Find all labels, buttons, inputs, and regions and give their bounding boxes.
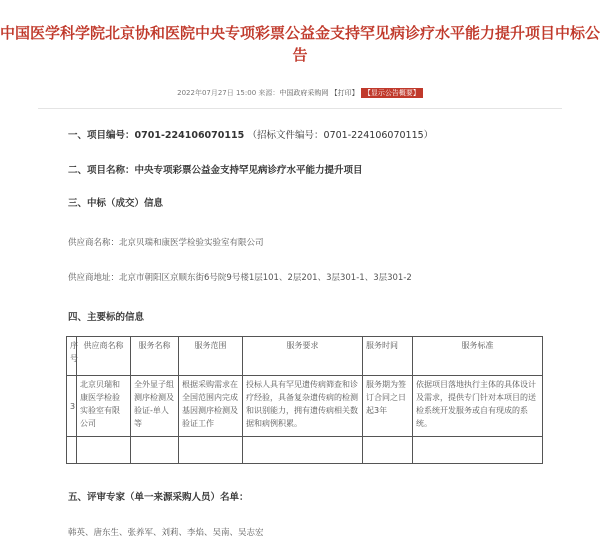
header-scope: 服务范围 xyxy=(179,337,243,376)
divider xyxy=(38,108,562,109)
project-number-label: 一、项目编号： xyxy=(68,130,135,141)
supplier-address: 供应商地址：北京市朝阳区京顺东街6号院9号楼1层101、2层201、3层301-1、3层301-2 xyxy=(68,273,412,283)
publish-datetime: 2022年07月27日 15:00 xyxy=(177,89,257,97)
section-main-subject: 四、主要标的信息 xyxy=(68,312,145,323)
print-link[interactable]: 【打印】 xyxy=(330,89,359,97)
source-link[interactable]: 中国政府采购网 xyxy=(279,89,329,97)
section-project-name xyxy=(68,164,363,178)
header-no: 序号 xyxy=(67,337,77,376)
page-title: 中国医学科学院北京协和医院中央专项彩票公益金支持罕见病诊疗水平能力提升项目中标公告 xyxy=(0,24,600,64)
header-service-name: 服务名称 xyxy=(131,337,179,376)
project-name-value: 中央专项彩票公益金支持罕见病诊疗水平能力提升项目 xyxy=(134,165,363,176)
meta-line xyxy=(0,88,600,98)
header-supplier: 供应商名称 xyxy=(77,337,131,376)
cell-time: 服务期为签订合同之日起3年 xyxy=(363,376,413,437)
section-award-info: 三、中标（成交）信息 xyxy=(68,198,164,209)
source-label: 来源： xyxy=(258,89,280,97)
supplier-name: 供应商名称：北京贝瑞和康医学检验实验室有限公司 xyxy=(68,238,264,248)
section-experts: 五、评审专家（单一来源采购人员）名单： xyxy=(68,492,249,503)
cell-no: 3 xyxy=(67,376,77,437)
cell-supplier: 北京贝瑞和康医学检验实验室有限公司 xyxy=(77,376,131,437)
cell-requirement: 投标人具有罕见遗传病筛查和诊疗经验，具备复杂遗传病的检测和识别能力，拥有遗传病相关数据和病例积累。 xyxy=(243,376,363,437)
table-empty-row xyxy=(67,437,543,464)
project-number-value: 0701-224106070115 xyxy=(134,130,245,141)
cell-standard: 依据项目落地执行主体的具体设计及需求，提供专门针对本项目的送检系统开发服务或自有现成的系统。 xyxy=(413,376,543,437)
cell-scope: 根据采购需求在全国范围内完成基因测序检测及验证工作 xyxy=(179,376,243,437)
table-row xyxy=(67,376,543,437)
subject-table xyxy=(66,336,543,464)
table-header-row xyxy=(67,337,543,376)
header-time: 服务时间 xyxy=(363,337,413,376)
project-name-label: 二、项目名称： xyxy=(68,165,135,176)
section-project-number xyxy=(68,129,433,143)
expert-list: 韩英、唐东生、张养军、刘莉、李焰、吴南、吴志宏 xyxy=(68,528,264,538)
header-standard: 服务标准 xyxy=(413,337,543,376)
show-summary-button[interactable]: 【显示公告概要】 xyxy=(361,88,423,98)
tender-file-number: （招标文件编号：0701-224106070115） xyxy=(247,130,434,141)
header-requirement: 服务要求 xyxy=(243,337,363,376)
cell-service-name: 全外显子组测序检测及验证-单人等 xyxy=(131,376,179,437)
